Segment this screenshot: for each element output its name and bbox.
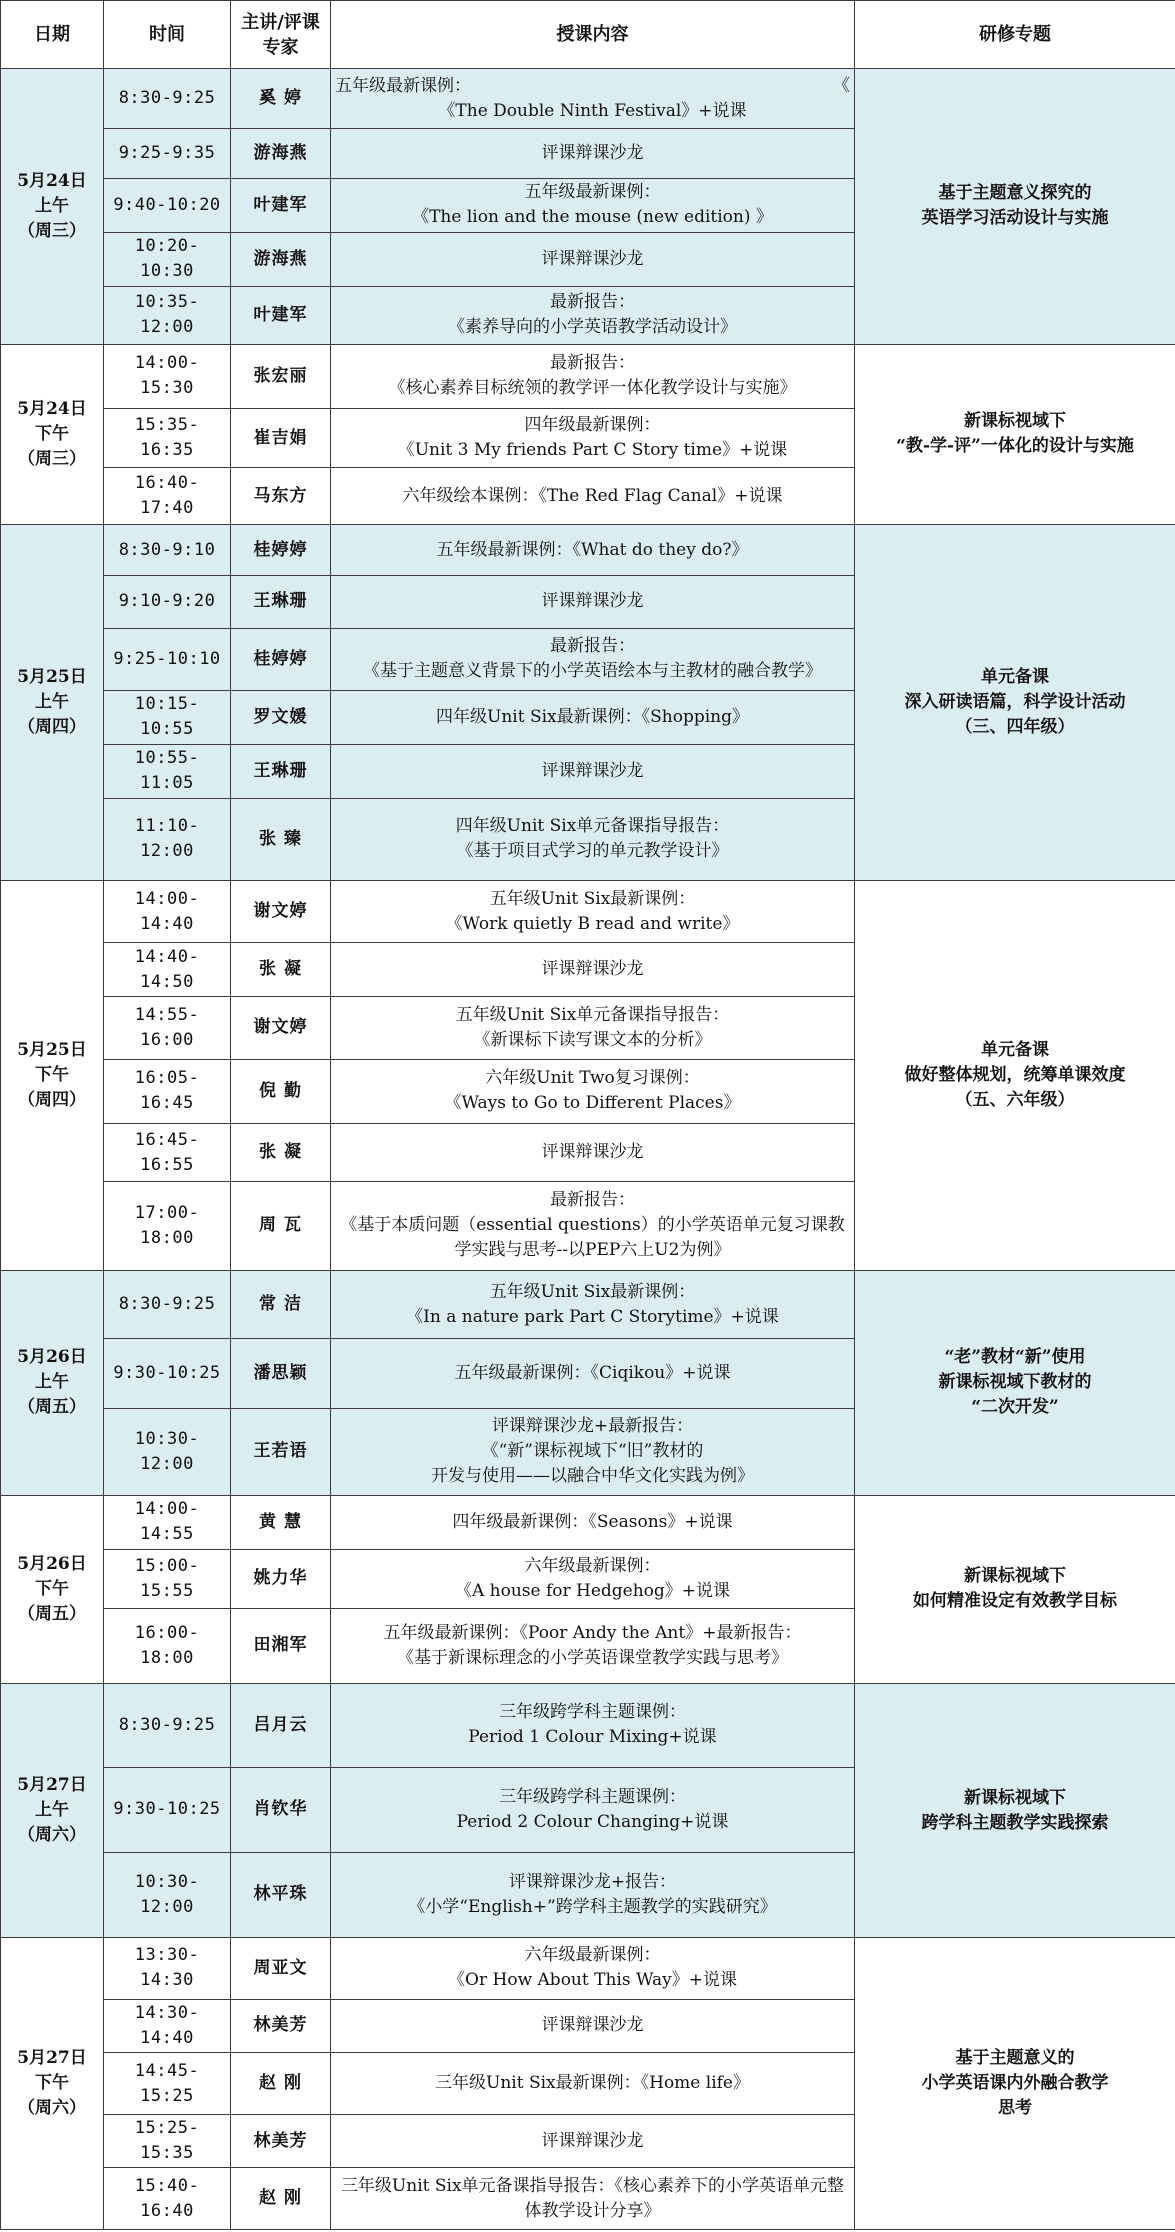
time-cell: 10:35-12:00 xyxy=(104,286,231,344)
speaker-cell: 田湘军 xyxy=(231,1608,331,1683)
date-line: 上午 xyxy=(35,1800,69,1820)
session-row xyxy=(1,1270,1175,1339)
time-cell: 8:30-9:25 xyxy=(104,69,231,129)
time-cell: 10:30-12:00 xyxy=(104,1852,231,1938)
time-cell: 9:40-10:20 xyxy=(104,178,231,232)
content-line: 评课辩课沙龙+最新报告： xyxy=(491,1416,694,1437)
date-line: 上午 xyxy=(35,692,69,713)
speaker-cell: 林美芳 xyxy=(231,2114,331,2168)
content-cell xyxy=(331,2053,855,2114)
time-cell: 14:40-14:50 xyxy=(104,943,231,997)
content-line: 《“新”课标视域下“旧”教材的 xyxy=(481,1441,704,1462)
content-line: 最新报告： xyxy=(550,353,635,374)
topic-line: 单元备课 xyxy=(981,667,1049,688)
header-content: 授课内容 xyxy=(331,1,855,69)
speaker-cell: 桂婷婷 xyxy=(231,628,331,690)
session-topic-cell xyxy=(855,881,1175,1271)
content-line: 《素养导向的小学英语教学活动设计》 xyxy=(448,317,737,338)
speaker-cell: 王琳珊 xyxy=(231,575,331,628)
speaker-cell: 叶建军 xyxy=(231,178,331,232)
time-cell: 15:25-15:35 xyxy=(104,2114,231,2168)
date-line: 5月25日 xyxy=(17,1039,87,1060)
schedule-body xyxy=(1,69,1175,2230)
time-cell: 15:35-16:35 xyxy=(104,409,231,468)
session-topic-cell xyxy=(855,1495,1175,1683)
session-topic-cell xyxy=(855,344,1175,525)
content-line: 《核心素养目标统领的教学评一体化教学设计与实施》 xyxy=(388,378,797,399)
time-cell: 13:30-14:30 xyxy=(104,1938,231,1999)
header-topic: 研修专题 xyxy=(855,1,1175,69)
content-cell xyxy=(331,129,855,179)
speaker-cell: 常 洁 xyxy=(231,1270,331,1339)
date-line: 5月25日 xyxy=(17,667,87,688)
time-cell: 14:00-15:30 xyxy=(104,344,231,408)
content-line: 《Unit 3 My friends Part C Story time》+说课 xyxy=(397,440,788,461)
topic-line: （五、六年级） xyxy=(955,1089,1075,1110)
topic-line: 跨学科主题教学实践探索 xyxy=(921,1812,1109,1833)
speaker-cell: 张 臻 xyxy=(231,798,331,880)
time-cell: 14:45-15:25 xyxy=(104,2053,231,2114)
content-cell xyxy=(331,1549,855,1608)
speaker-cell: 游海燕 xyxy=(231,129,331,179)
topic-line: 做好整体规划，统筹单课效度 xyxy=(904,1064,1126,1085)
content-line: Period 2 Colour Changing+说课 xyxy=(456,1811,729,1832)
speaker-cell: 林美芳 xyxy=(231,1999,331,2053)
speaker-cell: 黄 慧 xyxy=(231,1495,331,1549)
content-cell xyxy=(331,468,855,525)
content-text: 五年级最新课例： xyxy=(335,75,471,96)
speaker-cell: 崔吉娟 xyxy=(231,409,331,468)
date-line: 5月27日 xyxy=(17,2048,87,2069)
time-cell: 16:45-16:55 xyxy=(104,1124,231,1182)
session-date-cell xyxy=(1,1938,104,2230)
time-cell: 9:30-10:25 xyxy=(104,1339,231,1409)
content-line: 五年级Unit Six最新课例： xyxy=(489,1281,696,1302)
speaker-cell: 奚 婷 xyxy=(231,69,331,129)
content-line: 《基于本质问题（essential questions）的小学英语单元复习课教学实践与思考--以PEP六上U2为例》 xyxy=(340,1215,845,1261)
time-cell: 14:00-14:40 xyxy=(104,881,231,943)
speaker-cell: 周亚文 xyxy=(231,1938,331,1999)
session-date-cell xyxy=(1,344,104,525)
time-cell: 17:00-18:00 xyxy=(104,1182,231,1271)
topic-line: “二次开发” xyxy=(971,1397,1059,1418)
content-cell xyxy=(331,1270,855,1339)
speaker-cell: 马东方 xyxy=(231,468,331,525)
content-line: 《基于主题意义背景下的小学英语绘本与主教材的融合教学》 xyxy=(363,661,822,682)
speaker-cell: 潘思颖 xyxy=(231,1339,331,1409)
date-line: 下午 xyxy=(35,2073,69,2094)
session-date-cell xyxy=(1,1495,104,1683)
session-row xyxy=(1,881,1175,943)
time-cell: 14:30-14:40 xyxy=(104,1999,231,2053)
header-time: 时间 xyxy=(104,1,231,69)
content-cell xyxy=(331,691,855,745)
date-line: （周四） xyxy=(18,1089,86,1110)
time-cell: 15:00-15:55 xyxy=(104,1549,231,1608)
content-line: 《The Double Ninth Festival》+说课 xyxy=(438,100,747,121)
session-topic-cell xyxy=(855,525,1175,881)
topic-line: 深入研读语篇，科学设计活动 xyxy=(904,692,1126,713)
session-date-cell xyxy=(1,525,104,881)
speaker-cell: 叶建军 xyxy=(231,286,331,344)
topic-line: 新课标视域下 xyxy=(964,1566,1066,1587)
date-line: 下午 xyxy=(35,1578,69,1599)
speaker-cell: 赵 刚 xyxy=(231,2168,331,2230)
content-line: 《The lion and the mouse (new edition) 》 xyxy=(412,207,773,228)
content-line: 三年级Unit Six单元备课指导报告：《核心素养下的小学英语单元整体教学设计分享》 xyxy=(340,2175,845,2221)
date-line: （周六） xyxy=(18,2098,86,2119)
time-cell: 16:00-18:00 xyxy=(104,1608,231,1683)
speaker-cell: 王若语 xyxy=(231,1409,331,1496)
session-topic-cell xyxy=(855,1270,1175,1495)
date-line: 下午 xyxy=(35,423,69,444)
topic-line: 新课标视域下教材的 xyxy=(938,1372,1092,1393)
content-line: 五年级Unit Six最新课例： xyxy=(489,888,696,909)
date-line: 5月24日 xyxy=(17,170,87,191)
time-cell: 16:05-16:45 xyxy=(104,1059,231,1123)
content-cell xyxy=(331,344,855,408)
content-line: 五年级Unit Six单元备课指导报告： xyxy=(455,1004,730,1025)
speaker-cell: 林平珠 xyxy=(231,1852,331,1938)
session-topic-cell xyxy=(855,1683,1175,1938)
content-cell xyxy=(331,525,855,576)
content-cell xyxy=(331,69,855,129)
header-speaker-line: 主讲/评课 xyxy=(241,11,320,33)
time-cell: 10:20-10:30 xyxy=(104,232,231,286)
session-date-cell xyxy=(1,881,104,1271)
content-cell xyxy=(331,1608,855,1683)
content-line: 《A house for Hedgehog》+说课 xyxy=(454,1580,731,1601)
content-cell xyxy=(331,232,855,286)
date-line: 5月26日 xyxy=(17,1347,87,1368)
time-cell: 10:30-12:00 xyxy=(104,1409,231,1496)
session-date-cell xyxy=(1,1683,104,1938)
content-line: 评课辩课沙龙 xyxy=(541,143,644,164)
content-line: 五年级最新课例： xyxy=(524,182,661,203)
content-line: 评课辩课沙龙 xyxy=(541,2130,644,2151)
topic-line: 如何精准设定有效教学目标 xyxy=(913,1591,1117,1612)
content-cell xyxy=(331,1999,855,2053)
content-line: 四年级Unit Six单元备课指导报告： xyxy=(455,816,730,837)
content-line: 五年级最新课例：《Ciqikou》+说课 xyxy=(454,1363,731,1384)
session-date-cell xyxy=(1,1270,104,1495)
content-line: Period 1 Colour Mixing+说课 xyxy=(468,1727,717,1748)
content-cell xyxy=(331,1683,855,1767)
content-mark: 《 xyxy=(833,75,850,96)
date-line: （周四） xyxy=(18,717,86,738)
time-cell: 8:30-9:10 xyxy=(104,525,231,576)
content-line: 六年级最新课例： xyxy=(524,1945,661,1966)
content-line: 六年级Unit Two复习课例： xyxy=(485,1068,700,1089)
content-line: 《新课标下读写课文本的分析》 xyxy=(473,1029,712,1050)
content-cell xyxy=(331,178,855,232)
content-cell xyxy=(331,881,855,943)
content-line: 五年级最新课例：《What do they do?》 xyxy=(436,539,749,560)
time-cell: 9:10-9:20 xyxy=(104,575,231,628)
content-line: 最新报告： xyxy=(550,636,635,657)
content-line: 评课辩课沙龙 xyxy=(541,591,644,612)
content-cell xyxy=(331,628,855,690)
content-line: 四年级最新课例：《Seasons》+说课 xyxy=(452,1511,733,1532)
speaker-cell: 倪 勤 xyxy=(231,1059,331,1123)
content-line: 《基于项目式学习的单元教学设计》 xyxy=(456,841,729,862)
date-line: 5月27日 xyxy=(17,1775,87,1795)
time-cell: 9:30-10:25 xyxy=(104,1768,231,1852)
content-line: 《Ways to Go to Different Places》 xyxy=(444,1093,741,1114)
speaker-cell: 游海燕 xyxy=(231,232,331,286)
header-date: 日期 xyxy=(1,1,104,69)
session-row xyxy=(1,69,1175,129)
date-line: （周六） xyxy=(18,1825,86,1845)
topic-line: 新课标视域下 xyxy=(964,1787,1066,1808)
session-row xyxy=(1,1495,1175,1549)
content-line: 最新报告： xyxy=(550,1190,635,1211)
content-line: 三年级跨学科主题课例： xyxy=(499,1702,686,1723)
content-line xyxy=(335,74,850,99)
content-cell xyxy=(331,575,855,628)
topic-line: （三、四年级） xyxy=(955,717,1075,738)
header-row xyxy=(1,1,1175,69)
speaker-cell: 吕月云 xyxy=(231,1683,331,1767)
content-cell xyxy=(331,997,855,1059)
content-line: 三年级Unit Six最新课例：《Home life》 xyxy=(435,2073,750,2093)
content-cell xyxy=(331,1339,855,1409)
session-date-cell xyxy=(1,69,104,345)
content-line: 开发与使用——以融合中华文化实践为例》 xyxy=(431,1466,754,1487)
content-line: 评课辩课沙龙 xyxy=(541,1142,644,1163)
speaker-cell: 赵 刚 xyxy=(231,2053,331,2114)
speaker-cell: 张 凝 xyxy=(231,943,331,997)
speaker-cell: 桂婷婷 xyxy=(231,525,331,576)
speaker-cell: 周 瓦 xyxy=(231,1182,331,1271)
content-cell xyxy=(331,1938,855,1999)
topic-line: 小学英语课内外融合教学 xyxy=(921,2073,1109,2094)
topic-line: 基于主题意义探究的 xyxy=(938,183,1092,204)
content-line: 评课辩课沙龙 xyxy=(541,959,644,980)
content-cell xyxy=(331,409,855,468)
content-cell xyxy=(331,744,855,798)
content-cell xyxy=(331,1495,855,1549)
header-speaker xyxy=(231,1,331,69)
content-line: 评课辩课沙龙 xyxy=(541,760,644,781)
time-cell: 9:25-10:10 xyxy=(104,628,231,690)
session-row xyxy=(1,525,1175,576)
content-line: 《基于新课标理念的小学英语课堂教学实践与思考》 xyxy=(397,1647,788,1668)
content-line: 《小学“English+”跨学科主题教学的实践研究》 xyxy=(408,1896,777,1917)
content-line: 四年级Unit Six最新课例：《Shopping》 xyxy=(436,706,749,727)
content-cell xyxy=(331,1182,855,1271)
header-speaker-line: 专家 xyxy=(262,36,299,58)
date-line: 上午 xyxy=(35,195,69,216)
date-line: （周三） xyxy=(18,220,86,241)
content-line: 三年级跨学科主题课例： xyxy=(499,1786,686,1807)
session-row xyxy=(1,1683,1175,1767)
content-cell xyxy=(331,2114,855,2168)
content-cell xyxy=(331,2168,855,2230)
content-line: 五年级最新课例：《Poor Andy the Ant》+最新报告： xyxy=(383,1622,802,1643)
topic-line: “教-学-评”一体化的设计与实施 xyxy=(896,436,1134,457)
content-line: 评课辩课沙龙 xyxy=(541,2015,644,2036)
speaker-cell: 谢文婷 xyxy=(231,997,331,1059)
date-line: 下午 xyxy=(35,1064,69,1085)
time-cell: 8:30-9:25 xyxy=(104,1683,231,1767)
topic-line: 基于主题意义的 xyxy=(955,2048,1075,2069)
speaker-cell: 张 凝 xyxy=(231,1124,331,1182)
session-topic-cell xyxy=(855,69,1175,345)
date-line: 5月24日 xyxy=(17,398,87,419)
topic-line: 单元备课 xyxy=(981,1039,1049,1060)
content-line: 《In a nature park Part C Storytime》+说课 xyxy=(406,1306,779,1327)
topic-line: 新课标视域下 xyxy=(964,411,1066,432)
content-cell xyxy=(331,1059,855,1123)
content-line: 评课辩课沙龙 xyxy=(541,248,644,269)
session-topic-cell xyxy=(855,1938,1175,2230)
session-row xyxy=(1,344,1175,408)
speaker-cell: 肖钦华 xyxy=(231,1768,331,1852)
content-line: 评课辩课沙龙+报告： xyxy=(508,1871,677,1892)
content-cell xyxy=(331,943,855,997)
content-line: 最新报告： xyxy=(550,292,635,313)
speaker-cell: 姚力华 xyxy=(231,1549,331,1608)
date-line: （周三） xyxy=(18,448,86,469)
content-cell xyxy=(331,1852,855,1938)
speaker-cell: 王琳珊 xyxy=(231,744,331,798)
time-cell: 14:55-16:00 xyxy=(104,997,231,1059)
date-line: 5月26日 xyxy=(17,1553,87,1574)
date-line: 上午 xyxy=(35,1372,69,1393)
content-line: 六年级最新课例： xyxy=(524,1555,661,1576)
time-cell: 11:10-12:00 xyxy=(104,798,231,880)
speaker-cell: 张宏丽 xyxy=(231,344,331,408)
date-line: （周五） xyxy=(18,1603,86,1624)
time-cell: 10:55-11:05 xyxy=(104,744,231,798)
time-cell: 14:00-14:55 xyxy=(104,1495,231,1549)
time-cell: 8:30-9:25 xyxy=(104,1270,231,1339)
content-line: 六年级绘本课例：《The Red Flag Canal》+说课 xyxy=(402,485,783,506)
topic-line: 思考 xyxy=(998,2098,1032,2119)
time-cell: 15:40-16:40 xyxy=(104,2168,231,2230)
date-line: （周五） xyxy=(18,1397,86,1418)
time-cell: 9:25-9:35 xyxy=(104,129,231,179)
speaker-cell: 谢文婷 xyxy=(231,881,331,943)
content-line: 《Work quietly B read and write》 xyxy=(445,913,740,934)
content-cell xyxy=(331,798,855,880)
topic-line: “老”教材“新”使用 xyxy=(944,1347,1086,1368)
topic-line: 英语学习活动设计与实施 xyxy=(921,208,1109,229)
content-line: 《Or How About This Way》+说课 xyxy=(448,1970,737,1991)
time-cell: 16:40-17:40 xyxy=(104,468,231,525)
content-cell xyxy=(331,1768,855,1852)
content-line: 四年级最新课例： xyxy=(524,415,661,436)
speaker-cell: 罗文媛 xyxy=(231,691,331,745)
content-cell xyxy=(331,1124,855,1182)
content-cell xyxy=(331,286,855,344)
time-cell: 10:15-10:55 xyxy=(104,691,231,745)
content-cell xyxy=(331,1409,855,1496)
session-row xyxy=(1,1938,1175,1999)
